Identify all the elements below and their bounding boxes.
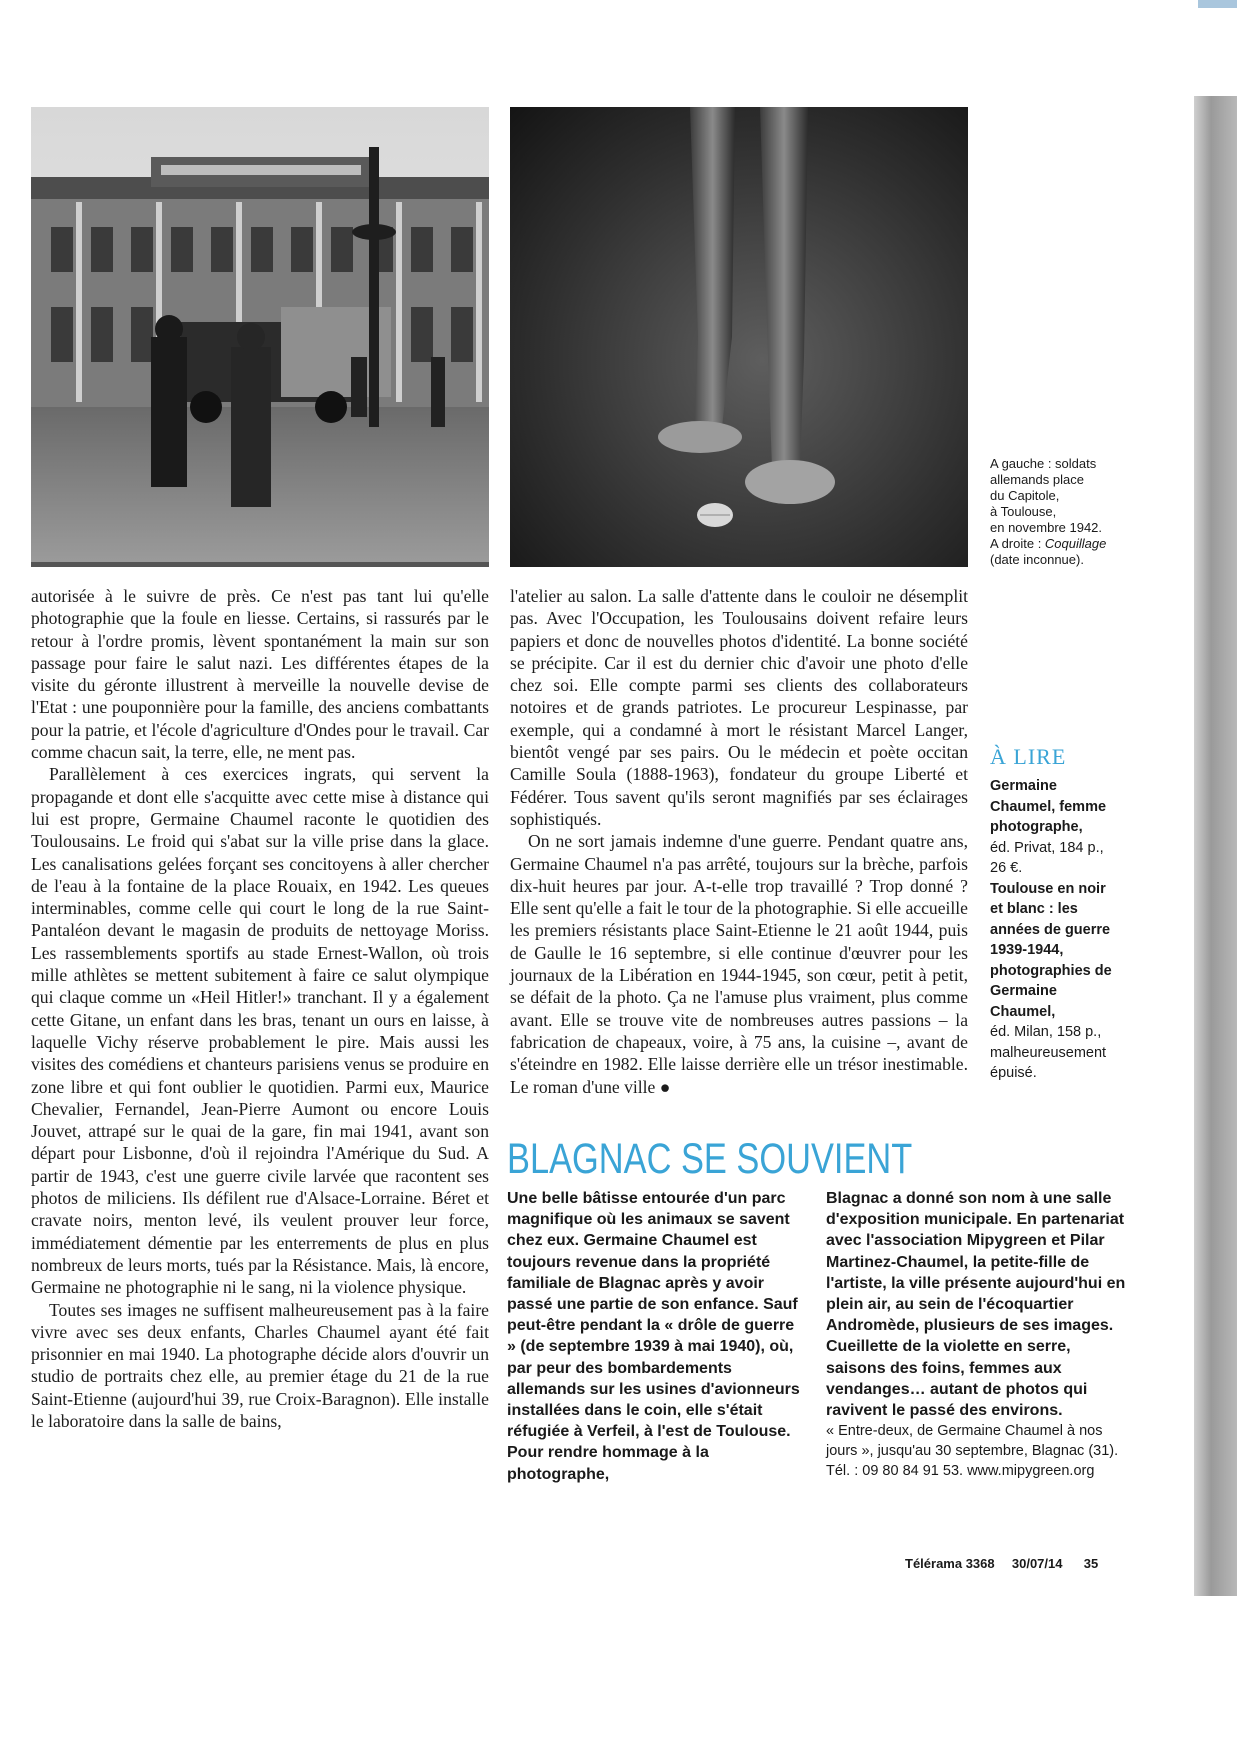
book-title: Toulouse en noir et blanc : les années de guerre 1939-1944, photographies de Germaine Chaumel,	[990, 880, 1112, 1020]
paragraph: Toutes ses images ne suffisent malheureusement pas à la faire vivre avec ses deux enfants, Charles Chaumel ayant été fait prisonnier en mai 1940. La photographe décide alors d'ouvrir un studio de portraits chez elle, au premier étage du 21 de la rue Saint-Etienne (aujourd'hui 39, rue Croix-Baragnon). Elle installe le laboratoire dans la salle de bains,	[31, 1299, 489, 1431]
issue-date: 30/07/14	[1011, 1556, 1063, 1571]
magazine-issue: Télérama 3368	[905, 1556, 995, 1571]
reading-sidebar	[990, 744, 1122, 1084]
paragraph: On ne sort jamais indemne d'une guerre. Pendant quatre ans, Germaine Chaumel n'a pas arrêté, toujours sur la brèche, parfois dix-huit heures par jour. A-t-elle trop travaillé ? Trop donné ? Elle sent qu'elle a fait le tour de la photographie. Si elle accueille les premiers résistants place Saint-Etienne le 21 août 1944, puis de Gaulle le 16 septembre, si elle continue d'œuvrer pour les journaux de la Libération en 1944-1945, son cœur, petit à petit, se défait de la photo. Ça ne l'amuse plus vraiment, plus comme avant. Elle se trouve vite de nombreuses autres passions – la fabrication de chapeaux, voire, à 75 ans, la cuisine –, avant de s'éteindre en 1982. Elle laisse derrière elle un trésor inestimable. Le roman d'une ville ●	[510, 831, 968, 1097]
article-column-2	[510, 585, 968, 1098]
caption-italic-title: Coquillage	[1044, 536, 1107, 551]
caption-line: A droite : Coquillage	[990, 536, 1107, 551]
caption-line: allemands place	[990, 472, 1084, 487]
article-column-1	[31, 585, 489, 1432]
sidebar-heading: À LIRE	[990, 744, 1067, 769]
page-footer	[905, 1556, 1098, 1571]
exhibition-info: « Entre-deux, de Germaine Chaumel à nos jours », jusqu'au 30 septembre, Blagnac (31). Tél. : 09 80 84 91 53. www.mipygreen.org	[826, 1423, 1119, 1480]
scan-edge-top	[1198, 0, 1237, 8]
book-info: éd. Privat, 184 p., 26 €.	[990, 839, 1104, 876]
page-number: 35	[1083, 1556, 1099, 1571]
scan-edge-strip	[1194, 96, 1237, 1596]
paragraph: l'atelier au salon. La salle d'attente dans le couloir ne désemplit pas. Avec l'Occupation, les Toulousains doivent refaire leurs papiers et donc de nouvelles photos d'identité. La bonne société se précipite. Car il est du dernier chic d'avoir une photo d'elle chez soi. Elle compte parmi ses clients des collaborateurs notoires et de grands patriotes. Le procureur Lespinasse, par exemple, qui a condamné à mort le résistant Marcel Langer, bientôt vengé par ses pairs. Ou le médecin et poète occitan Camille Soula (1888-1963), fondateur du groupe Liberté et Fédérer. Tous savent qu'ils seront magnifiés par ses éclairages sophistiqués.	[510, 586, 968, 829]
caption-line: du Capitole,	[990, 488, 1060, 503]
paragraph: autorisée à le suivre de près. Ce n'est pas tant lui qu'elle photographie que la foule en liesse. Certains, si rassurés par le retour à l'ordre promis, lèvent spontanément la main sur son passage pour faire le salut nazi. Les différentes étapes de la visite du géronte illustrent à merveille la nouvelle devise de l'Etat : une pouponnière pour la famille, des anciens combattants pour la patrie, et l'école d'agriculture d'Ondes pour le travail. Car comme chacun sait, la terre, elle, ne ment pas.	[31, 586, 489, 763]
book-title: Germaine Chaumel, femme photographe,	[990, 778, 1107, 835]
paragraph: Parallèlement à ces exercices ingrats, qui servent la propagande et dont elle s'acquitte avec cette mise à distance qui lui est propre, Germaine Chaumel raconte le quotidien des Toulousains. Le froid qui s'abat sur la ville prise dans la glace. Les canalisations gelées forçant ses concitoyens à aller chercher de l'eau à la fontaine de la place Rouaix, en 1942. Les queues interminables, comme celle qui court le long de la rue Saint-Pantaléon devant le magasin de produits de nettoyage Moriss. Les rassemblements sportifs au stade Ernest-Wallon, où trois mille athlètes se mettent subitement à faire ce salut olympique qui claque comme un «Heil Hitler!» tranchant. Il y a également cette Gitane, un enfant dans les bras, tenant un ours en laisse, à laquelle Vichy réserve probablement le pire. Mais aussi les visites des comédiens et chanteurs parisiens venus se produire en zone libre et qui font oublier le quotidien. Parmi eux, Maurice Chevalier, Fernandel, Jean-Pierre Aumont ou encore Louis Jouvet, attrapé sur le quai de la gare, fin mai 1941, avant son départ pour Lisbonne, d'où il rejoindra l'Amérique du Sud. A partir de 1943, c'est une guerre civile larvée que racontent ses photos de miliciens. Ils défilent rue d'Alsace-Lorraine. Béret et cravate noirs, menton levé, ils veulent prouver leur force, immédiatement démentie par les enterrements de plus en plus nombreux de leurs morts, tués par la Résistance. Mais, là encore, Germaine ne photographie ni le sang, ni la violence physique.	[31, 764, 489, 1298]
book-info: éd. Milan, 158 p., malheureusement épuisé.	[990, 1024, 1107, 1081]
box-column-1: Une belle bâtisse entourée d'un parc magnifique où les animaux se savent chez eux. Germaine Chaumel est toujours revenue dans la propriété familiale de Blagnac après y avoir passé une partie de son enfance. Sauf peut-être pendant la « drôle de guerre » (de septembre 1939 à mai 1940), où, par peur des bombardements allemands sur les usines d'avionneurs installées dans le coin, elle s'était réfugiée à Verfeil, à l'est de Toulouse. Pour rendre hommage à la photographe,	[507, 1190, 800, 1483]
photo-capitole	[31, 107, 489, 567]
box-column-2-text: Blagnac a donné son nom à une salle d'exposition municipale. En partenariat avec l'association Mipygreen et Pilar Martinez-Chaumel, la petite-fille de l'artiste, la ville présente aujourd'hui en plein air, au sein de l'écoquartier Andromède, plusieurs de ses images. Cueillette de la violette en serre, saisons des foins, femmes aux vendanges… autant de photos qui ravivent le passé des environs.	[826, 1190, 1126, 1420]
caption-line: A gauche : soldats	[990, 456, 1097, 471]
caption-line: (date inconnue).	[990, 552, 1084, 567]
photo-coquillage-image	[510, 107, 968, 567]
box-title: BLAGNAC SE SOUVIENT	[507, 1135, 913, 1183]
photo-coquillage	[510, 107, 968, 567]
caption-line: en novembre 1942.	[990, 520, 1103, 535]
box-column-2	[826, 1188, 1126, 1481]
photo-caption	[990, 456, 1130, 568]
photo-capitole-image	[31, 107, 489, 567]
caption-line: à Toulouse,	[990, 504, 1057, 519]
